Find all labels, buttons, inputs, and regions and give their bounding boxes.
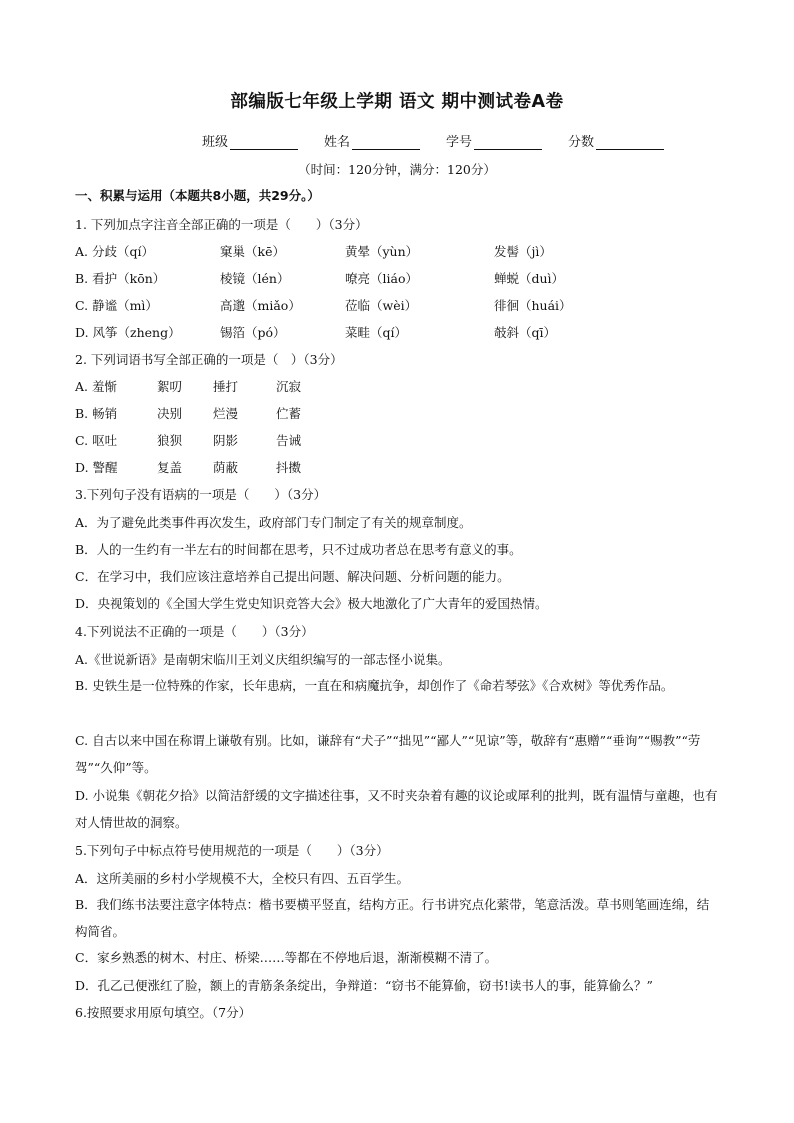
q2-d-2: 复盖 xyxy=(157,460,183,475)
q2-a-4: 沉寂 xyxy=(276,379,302,394)
student-id-field xyxy=(446,131,542,150)
q5-option-b: B．我们练书法要注意字体特点：楷书要横平竖直，结构方正。行书讲究点化萦带，笔意活泼。草书则笔画连绵，结构简省。 xyxy=(75,897,710,939)
q3-option-b: B．人的一生约有一半左右的时间都在思考，只不过成功者总在思考有意义的事。 xyxy=(75,542,522,557)
q1-d-1: D. 风筝（zheng） xyxy=(75,325,181,340)
q1-option-b xyxy=(75,269,564,287)
score-label: 分数 xyxy=(568,135,595,150)
q2-option-a xyxy=(75,377,301,395)
q1-c-2: 高邈（miǎo） xyxy=(220,298,301,313)
q4-option-c: C. 自古以来中国在称谓上谦敬有别。比如，谦辞有“犬子”“拙见”“鄙人”“见谅”等，敬辞有“惠赠”“垂询”“赐教”“劳驾”“久仰”等。 xyxy=(75,733,701,775)
q2-d-1: D. 警醒 xyxy=(75,460,118,475)
q4-option-d: D. 小说集《朝花夕拾》以简洁舒缓的文字描述往事，又不时夹杂着有趣的议论或犀利的批判，既有温情与童趣，也有对人情世故的洞察。 xyxy=(75,788,718,830)
q1-d-4: 攲斜（qī） xyxy=(494,325,556,340)
student-info-row xyxy=(202,131,664,150)
q3-option-d: D．央视策划的《全国大学生党史知识竞答大会》极大地激化了广大青年的爱国热情。 xyxy=(75,596,548,611)
q2-option-b xyxy=(75,404,301,422)
q5-option-d: D．孔乙己便涨红了脸，额上的青筋条条绽出，争辩道：“窃书不能算偷，窃书!读书人的事，能算偷么？” xyxy=(75,978,653,993)
q1-c-4: 徘徊（huái） xyxy=(494,298,572,313)
q1-a-1: A. 分歧（qí） xyxy=(75,244,154,259)
student-id-label: 学号 xyxy=(446,135,473,150)
q3-option-c: C．在学习中，我们应该注意培养自己提出问题、解决问题、分析问题的能力。 xyxy=(75,569,510,584)
q1-stem: 1. 下列加点字注音全部正确的一项是（ ）（3分） xyxy=(75,217,368,232)
q1-c-1: C. 静谧（mì） xyxy=(75,298,158,313)
q4-option-b: B. 史铁生是一位特殊的作家，长年患病，一直在和病魔抗争，却创作了《命若琴弦》《合欢树》等优秀作品。 xyxy=(75,678,674,693)
q2-c-3: 阴影 xyxy=(213,433,239,448)
q5-option-c: C．家乡熟悉的树木、村庄、桥梁……等都在不停地后退，渐渐模糊不清了。 xyxy=(75,950,498,965)
q1-d-3: 菜畦（qí） xyxy=(345,325,407,340)
time-note: （时间：120分钟，满分：120分） xyxy=(298,162,496,177)
q1-option-d xyxy=(75,323,556,341)
q3-option-a: A．为了避免此类事件再次发生，政府部门专门制定了有关的规章制度。 xyxy=(75,515,472,530)
class-field xyxy=(202,131,298,150)
q1-a-4: 发髻（jì） xyxy=(494,244,552,259)
q1-a-2: 窠巢（kē） xyxy=(220,244,285,259)
q2-a-1: A. 羞惭 xyxy=(75,379,117,394)
q4-option-a: A.《世说新语》是南朝宋临川王刘义庆组织编写的一部志怪小说集。 xyxy=(75,652,451,667)
q3-stem: 3.下列句子没有语病的一项是（ ）（3分） xyxy=(75,487,327,502)
q2-stem: 2. 下列词语书写全部正确的一项是（ ）（3分） xyxy=(75,352,343,367)
q1-b-1: B. 看护（kōn） xyxy=(75,271,166,286)
name-blank[interactable] xyxy=(352,135,420,150)
q2-b-3: 烂漫 xyxy=(213,406,239,421)
q4-stem: 4.下列说法不正确的一项是（ ）（3分） xyxy=(75,624,314,639)
q1-c-3: 莅临（wèi） xyxy=(345,298,418,313)
q1-option-c xyxy=(75,296,572,314)
score-field xyxy=(568,131,664,150)
name-label: 姓名 xyxy=(324,135,351,150)
q1-option-a xyxy=(75,242,552,260)
q2-c-2: 狼狈 xyxy=(157,433,183,448)
class-blank[interactable] xyxy=(230,135,298,150)
q2-d-4: 抖擞 xyxy=(276,460,302,475)
q2-option-c xyxy=(75,431,301,449)
q2-c-4: 告诫 xyxy=(276,433,302,448)
page-title: 部编版七年级上学期 语文 期中测试卷A卷 xyxy=(230,92,564,112)
q1-b-3: 嘹亮（liáo） xyxy=(345,271,418,286)
q2-b-1: B. 畅销 xyxy=(75,406,118,421)
q2-c-1: C. 呕吐 xyxy=(75,433,118,448)
q6-stem: 6.按照要求用原句填空。（7分） xyxy=(75,1005,252,1020)
q2-option-d xyxy=(75,458,301,476)
score-blank[interactable] xyxy=(596,135,664,150)
q1-b-4: 蝉蜕（duì） xyxy=(494,271,565,286)
section-heading: 一、积累与运用（本题共8小题，共29分。） xyxy=(75,188,320,203)
name-field xyxy=(324,131,420,150)
q2-a-3: 捶打 xyxy=(213,379,239,394)
q2-b-2: 决别 xyxy=(157,406,183,421)
class-label: 班级 xyxy=(202,135,229,150)
q5-stem: 5.下列句子中标点符号使用规范的一项是（ ）（3分） xyxy=(75,843,389,858)
q5-option-a: A．这所美丽的乡村小学规模不大，全校只有四、五百学生。 xyxy=(75,871,410,886)
q1-d-2: 锡箔（pó） xyxy=(220,325,286,340)
q2-a-2: 絮叨 xyxy=(157,379,183,394)
q1-b-2: 棱镜（lén） xyxy=(220,271,290,286)
student-id-blank[interactable] xyxy=(474,135,542,150)
q1-a-3: 黄晕（yùn） xyxy=(345,244,419,259)
q2-b-4: 伫蓄 xyxy=(276,406,302,421)
q2-d-3: 荫蔽 xyxy=(213,460,239,475)
